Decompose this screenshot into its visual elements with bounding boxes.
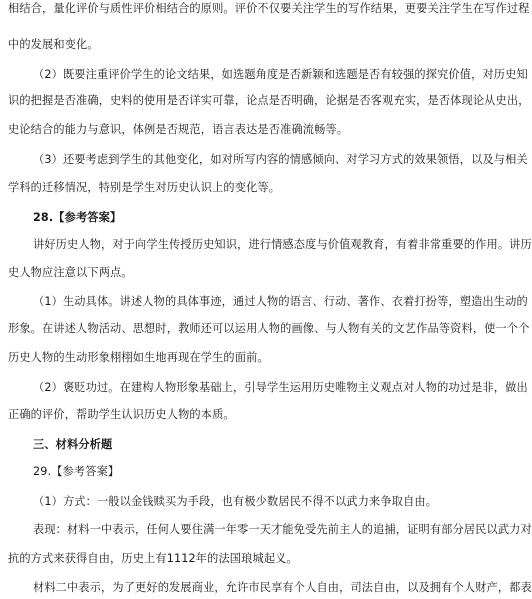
answer-heading: 29.【参考答案】 [33, 465, 120, 478]
text-line: 正确的评价，帮助学生认识历史人物的本质。 [8, 408, 235, 421]
text-line: 形象。在讲述人物活动、思想时，教师还可以运用人物的画像、与人物有关的文艺作品等资料，使一个个 [8, 322, 530, 335]
text-line: 中的发展和变化。 [8, 38, 99, 51]
text-line: （2）既要注重评价学生的论文结果，如选题角度是否新颖和选题是否有较强的探究价值，对历史知 [33, 68, 528, 81]
text-line: 历史人物的生动形象栩栩如生地再现在学生的面前。 [8, 351, 269, 364]
section-heading: 三、材料分析题 [33, 438, 113, 451]
text-line: 相结合，量化评价与质性评价相结合的原则。评价不仅要关注学生的写作结果，更要关注学生在写作过程 [8, 2, 530, 15]
text-line: （1）生动具体。讲述人物的具体事迹，通过人物的语言、行动、著作、衣着打扮等，塑造出生动的 [33, 295, 528, 308]
text-line: （2）褒贬功过。在建构人物形象基础上，引导学生运用历史唯物主义观点对人物的功过是非，做出 [33, 381, 528, 394]
text-line: 讲好历史人物，对于向学生传授历史知识，进行情感态度与价值观教育，有着非常重要的作用。讲历 [33, 238, 532, 251]
text-line: 史人物应注意以下两点。 [8, 266, 133, 279]
answer-heading: 28.【参考答案】 [33, 211, 122, 224]
text-line: 表现：材料一中表示，任何人要住满一年零一天才能免受先前主人的追捕，证明有部分居民以武力对 [33, 523, 532, 536]
text-line: （1）方式：一般以金钱赎买为手段，也有极少数居民不得不以武力来争取自由。 [33, 495, 438, 508]
text-line: 抗的方式来获得自由，历史上有1112年的法国琅城起义。 [8, 552, 298, 565]
text-line: 史论结合的能力与意识，体例是否规范，语言表达是否准确流畅等。 [8, 123, 349, 136]
text-line: 学科的迁移情况，特别是学生对历史认识上的变化等。 [8, 181, 281, 194]
text-line: （3）还要考虑到学生的其他变化，如对所写内容的情感倾向、对学习方式的效果领悟，以及与相关 [33, 153, 528, 166]
text-line: 材料二中表示，为了更好的发展商业，允许市民享有个人自由，司法自由，以及拥有个人财产，都表 [33, 581, 532, 594]
text-line: 识的把握是否准确，史料的使用是否详实可靠，论点是否明确，论据是否客观充实，是否体现论从史出， [8, 94, 530, 107]
